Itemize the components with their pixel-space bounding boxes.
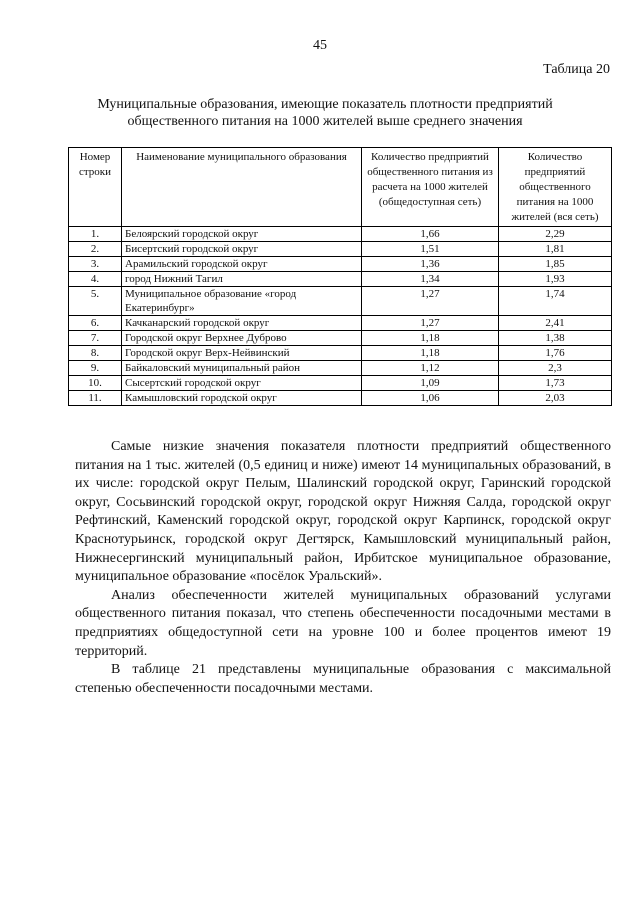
cell-full-network-value: 1,81 <box>499 242 612 257</box>
data-table <box>68 147 612 406</box>
table-title: Муниципальные образования, имеющие показатель плотности предприятий общественного питания на 1000 жителей выше среднего значения <box>97 97 553 129</box>
cell-municipality-name: Городской округ Верх-Нейвинский <box>122 346 362 361</box>
cell-public-network-value: 1,27 <box>362 287 499 316</box>
cell-municipality-name: Байкаловский муниципальный район <box>122 361 362 376</box>
table-row <box>69 346 612 361</box>
cell-municipality-name: город Нижний Тагил <box>122 272 362 287</box>
cell-municipality-name: Сысертский городской округ <box>122 376 362 391</box>
cell-municipality-name: Бисертский городской округ <box>122 242 362 257</box>
cell-municipality-name: Арамильский городской округ <box>122 257 362 272</box>
cell-public-network-value: 1,18 <box>362 346 499 361</box>
cell-municipality-name: Городской округ Верхнее Дуброво <box>122 331 362 346</box>
table-row <box>69 257 612 272</box>
cell-public-network-value: 1,06 <box>362 391 499 406</box>
cell-public-network-value: 1,27 <box>362 316 499 331</box>
table-row <box>69 376 612 391</box>
header-public-network-count: Количество предприятий общественного питания из расчета на 1000 жителей (общедоступная сеть) <box>362 148 499 227</box>
cell-public-network-value: 1,18 <box>362 331 499 346</box>
table-header-row <box>69 148 612 227</box>
cell-row-number: 7. <box>69 331 122 346</box>
cell-row-number: 6. <box>69 316 122 331</box>
cell-municipality-name: Муниципальное образование «город Екатеринбург» <box>122 287 362 316</box>
header-municipality-name: Наименование муниципального образования <box>122 148 362 227</box>
cell-public-network-value: 1,36 <box>362 257 499 272</box>
cell-row-number: 3. <box>69 257 122 272</box>
header-full-network-count: Количество предприятий общественного питания на 1000 жителей (вся сеть) <box>499 148 612 227</box>
paragraph: Самые низкие значения показателя плотности предприятий общественного питания на 1 тыс. жителей (0,5 единиц и ниже) имеют 14 муниципальных образований, в их числе: городской округ Пелым, Шалинский городской округ, Гаринский городской округ, Сосьвинский городской округ, городской округ Нижняя Салда, городской округ Рефтинский, Каменский городской округ, городской округ Карпинск, городской округ Краснотурьинск, городской округ Дегтярск, Камышловский муниципальный район, Нижнесергинский муниципальный район, Ирбитское муниципальное образование, муниципальное образование «посёлок Уральский». <box>75 439 611 585</box>
cell-row-number: 11. <box>69 391 122 406</box>
table-row <box>69 316 612 331</box>
body-text <box>75 438 611 698</box>
table-body <box>69 227 612 406</box>
cell-full-network-value: 1,73 <box>499 376 612 391</box>
cell-municipality-name: Камышловский городской округ <box>122 391 362 406</box>
paragraph: Анализ обеспеченности жителей муниципальных образований услугами общественного питания показал, что степень обеспеченности посадочными местами в предприятиях общедоступной сети на уровне 100 и более процентов имеют 19 территорий. <box>75 587 611 659</box>
cell-row-number: 10. <box>69 376 122 391</box>
table-row <box>69 227 612 242</box>
cell-full-network-value: 1,74 <box>499 287 612 316</box>
cell-row-number: 1. <box>69 227 122 242</box>
cell-municipality-name: Качканарский городской округ <box>122 316 362 331</box>
cell-public-network-value: 1,12 <box>362 361 499 376</box>
cell-row-number: 2. <box>69 242 122 257</box>
page-number: 45 <box>313 38 327 53</box>
cell-full-network-value: 2,3 <box>499 361 612 376</box>
cell-full-network-value: 1,38 <box>499 331 612 346</box>
cell-public-network-value: 1,66 <box>362 227 499 242</box>
cell-full-network-value: 1,93 <box>499 272 612 287</box>
table-row <box>69 287 612 316</box>
table-caption: Таблица 20 <box>543 62 610 77</box>
cell-full-network-value: 1,76 <box>499 346 612 361</box>
header-row-number: Номер строки <box>69 148 122 227</box>
cell-row-number: 9. <box>69 361 122 376</box>
cell-full-network-value: 2,41 <box>499 316 612 331</box>
table-row <box>69 242 612 257</box>
table-row <box>69 361 612 376</box>
paragraph: В таблице 21 представлены муниципальные образования с максимальной степенью обеспеченности посадочными местами. <box>75 662 611 696</box>
cell-municipality-name: Белоярский городской округ <box>122 227 362 242</box>
cell-public-network-value: 1,34 <box>362 272 499 287</box>
cell-full-network-value: 2,03 <box>499 391 612 406</box>
cell-public-network-value: 1,09 <box>362 376 499 391</box>
table-row <box>69 331 612 346</box>
table-row <box>69 391 612 406</box>
cell-public-network-value: 1,51 <box>362 242 499 257</box>
cell-row-number: 8. <box>69 346 122 361</box>
table-row <box>69 272 612 287</box>
cell-full-network-value: 2,29 <box>499 227 612 242</box>
cell-full-network-value: 1,85 <box>499 257 612 272</box>
cell-row-number: 5. <box>69 287 122 316</box>
cell-row-number: 4. <box>69 272 122 287</box>
